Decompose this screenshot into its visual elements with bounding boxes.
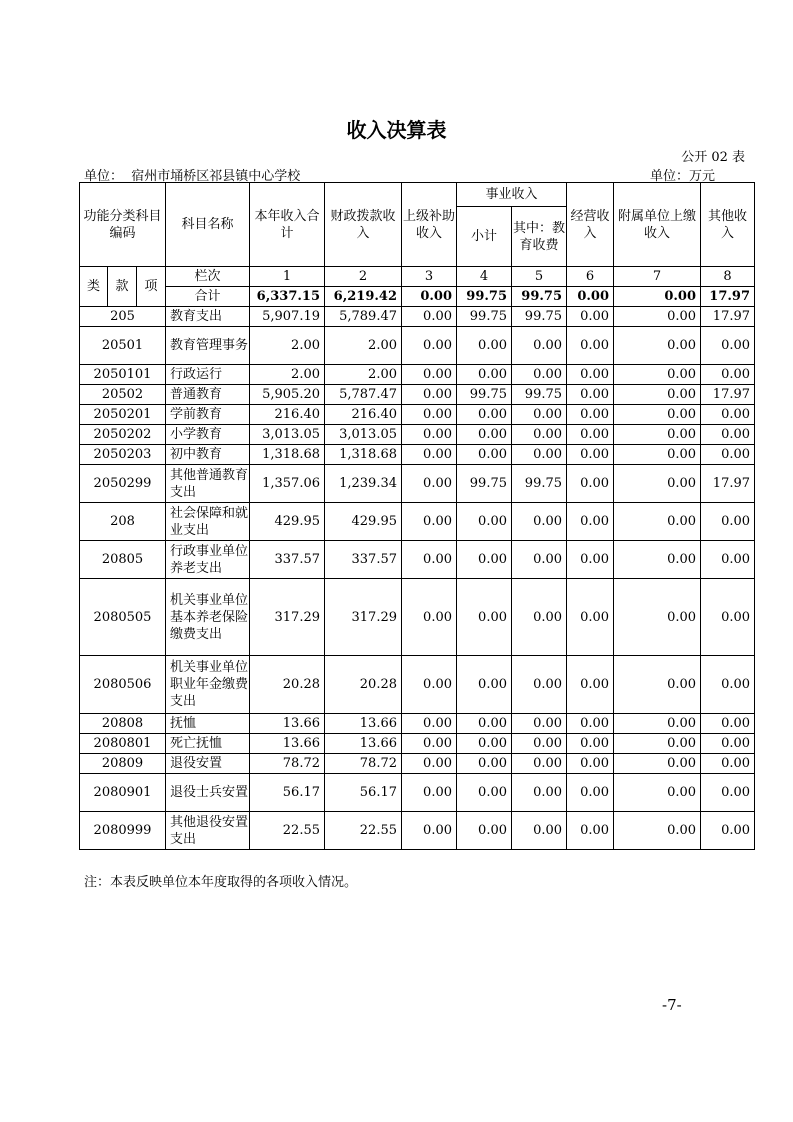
amount-cell: 2.00 [250,327,325,365]
subject-name: 普通教育 [166,385,250,405]
subject-code: 205 [80,307,166,327]
amount-cell: 0.00 [614,734,701,754]
amount-cell: 0.00 [567,425,614,445]
amount-cell: 0.00 [701,714,755,734]
amount-cell: 0.00 [457,425,512,445]
subject-name: 其他退役安置支出 [166,812,250,850]
amount-cell: 0.00 [701,812,755,850]
amount-cell: 0.00 [512,774,567,812]
amount-cell: 99.75 [457,465,512,503]
amount-cell: 0.00 [402,405,457,425]
col-number: 1 [250,267,325,287]
amount-cell: 0.00 [614,503,701,541]
amount-cell: 13.66 [250,734,325,754]
amount-cell: 0.00 [512,503,567,541]
amount-cell: 0.00 [701,734,755,754]
amount-cell: 0.00 [701,656,755,714]
amount-cell: 0.00 [402,327,457,365]
amount-cell: 0.00 [567,465,614,503]
subject-name: 学前教育 [166,405,250,425]
amount-cell: 0.00 [402,812,457,850]
subject-name: 其他普通教育支出 [166,465,250,503]
amount-cell: 0.00 [402,579,457,656]
amount-cell: 3,013.05 [325,425,402,445]
header-col4: 小计 [457,207,512,267]
subject-code: 20808 [80,714,166,734]
amount-cell: 0.00 [567,656,614,714]
amount-cell: 5,787.47 [325,385,402,405]
income-table [79,182,755,850]
table-row [80,774,755,812]
col-number: 4 [457,267,512,287]
amount-cell: 0.00 [701,579,755,656]
total-value: 99.75 [512,287,567,307]
subject-code: 2080506 [80,656,166,714]
header-col5: 其中：教育收费 [512,207,567,267]
header-col2: 财政拨款收入 [325,183,402,267]
table-row [80,327,755,365]
amount-cell: 0.00 [567,714,614,734]
col-number: 7 [614,267,701,287]
amount-cell: 0.00 [457,774,512,812]
table-row [80,365,755,385]
total-value: 0.00 [614,287,701,307]
header-subject-name: 科目名称 [166,183,250,267]
table-row [80,405,755,425]
amount-cell: 0.00 [402,734,457,754]
amount-cell: 216.40 [325,405,402,425]
amount-cell: 0.00 [614,425,701,445]
amount-cell: 337.57 [325,541,402,579]
amount-cell: 78.72 [250,754,325,774]
amount-cell: 0.00 [457,734,512,754]
amount-cell: 0.00 [701,327,755,365]
amount-cell: 56.17 [325,774,402,812]
amount-cell: 0.00 [402,465,457,503]
currency-unit: 单位：万元 [650,169,716,184]
amount-cell: 0.00 [567,541,614,579]
amount-cell: 2.00 [250,365,325,385]
table-row [80,812,755,850]
amount-cell: 78.72 [325,754,402,774]
amount-cell: 17.97 [701,307,755,327]
subject-name: 行政运行 [166,365,250,385]
amount-cell: 0.00 [614,579,701,656]
amount-cell: 0.00 [567,307,614,327]
amount-cell: 0.00 [614,656,701,714]
subject-name: 抚恤 [166,714,250,734]
col-number: 6 [567,267,614,287]
amount-cell: 0.00 [701,365,755,385]
page-number: -7- [662,996,682,1014]
subject-code: 20501 [80,327,166,365]
subject-name: 死亡抚恤 [166,734,250,754]
amount-cell: 0.00 [614,714,701,734]
amount-cell: 0.00 [614,774,701,812]
subject-name: 初中教育 [166,445,250,465]
amount-cell: 20.28 [325,656,402,714]
total-value: 99.75 [457,287,512,307]
table-note: 注：本表反映单位本年度取得的各项收入情况。 [84,875,358,890]
form-number: 公开 02 表 [681,150,745,165]
amount-cell: 0.00 [402,656,457,714]
amount-cell: 0.00 [402,385,457,405]
amount-cell: 5,905.20 [250,385,325,405]
col-number: 2 [325,267,402,287]
header-col1: 本年收入合计 [250,183,325,267]
amount-cell: 0.00 [701,425,755,445]
amount-cell: 0.00 [567,754,614,774]
subject-code: 20502 [80,385,166,405]
amount-cell: 1,357.06 [250,465,325,503]
header-row-1 [80,183,755,207]
amount-cell: 1,239.34 [325,465,402,503]
amount-cell: 0.00 [614,307,701,327]
amount-cell: 0.00 [512,656,567,714]
amount-cell: 0.00 [701,445,755,465]
amount-cell: 0.00 [567,503,614,541]
amount-cell: 0.00 [614,385,701,405]
amount-cell: 13.66 [250,714,325,734]
amount-cell: 0.00 [614,445,701,465]
amount-cell: 0.00 [701,541,755,579]
amount-cell: 99.75 [512,307,567,327]
amount-cell: 0.00 [614,405,701,425]
amount-cell: 0.00 [402,541,457,579]
unit-label: 单位： [84,169,124,184]
amount-cell: 0.00 [512,425,567,445]
subject-name: 机关事业单位职业年金缴费支出 [166,656,250,714]
subject-code: 208 [80,503,166,541]
amount-cell: 0.00 [512,714,567,734]
header-kuan: 款 [108,267,137,307]
header-lei: 类 [80,267,108,307]
amount-cell: 0.00 [567,812,614,850]
amount-cell: 0.00 [567,734,614,754]
amount-cell: 0.00 [457,579,512,656]
table-row [80,541,755,579]
header-col8: 其他收入 [701,183,755,267]
amount-cell: 5,789.47 [325,307,402,327]
table-row [80,307,755,327]
subject-code: 2050299 [80,465,166,503]
amount-cell: 0.00 [567,327,614,365]
column-number-row [80,267,755,287]
amount-cell: 0.00 [567,405,614,425]
amount-cell: 99.75 [457,307,512,327]
header-lanci: 栏次 [166,267,250,287]
table-row [80,734,755,754]
col-number: 5 [512,267,567,287]
amount-cell: 0.00 [457,714,512,734]
amount-cell: 0.00 [457,445,512,465]
col-number: 3 [402,267,457,287]
table-row [80,465,755,503]
table-row [80,754,755,774]
total-value: 0.00 [402,287,457,307]
subject-name: 教育支出 [166,307,250,327]
amount-cell: 0.00 [402,425,457,445]
header-col7: 附属单位上缴收入 [614,183,701,267]
amount-cell: 0.00 [512,327,567,365]
subject-name: 教育管理事务 [166,327,250,365]
amount-cell: 0.00 [701,774,755,812]
amount-cell: 0.00 [457,327,512,365]
table-row [80,714,755,734]
amount-cell: 337.57 [250,541,325,579]
subject-code: 20809 [80,754,166,774]
amount-cell: 429.95 [250,503,325,541]
header-col6: 经营收入 [567,183,614,267]
amount-cell: 0.00 [402,774,457,812]
amount-cell: 0.00 [567,385,614,405]
amount-cell: 17.97 [701,465,755,503]
amount-cell: 216.40 [250,405,325,425]
amount-cell: 0.00 [614,541,701,579]
amount-cell: 2.00 [325,327,402,365]
header-func-code: 功能分类科目编码 [80,183,166,267]
amount-cell: 0.00 [457,541,512,579]
total-value: 6,219.42 [325,287,402,307]
table-row [80,385,755,405]
header-col3: 上级补助收入 [402,183,457,267]
table-row [80,656,755,714]
amount-cell: 317.29 [325,579,402,656]
amount-cell: 0.00 [512,754,567,774]
amount-cell: 1,318.68 [250,445,325,465]
subject-code: 2050201 [80,405,166,425]
total-value: 17.97 [701,287,755,307]
amount-cell: 0.00 [457,405,512,425]
amount-cell: 99.75 [512,465,567,503]
subject-code: 2080901 [80,774,166,812]
amount-cell: 13.66 [325,734,402,754]
amount-cell: 99.75 [512,385,567,405]
unit-name: 宿州市埇桥区祁县镇中心学校 [131,169,301,184]
table-row [80,445,755,465]
amount-cell: 0.00 [567,579,614,656]
amount-cell: 0.00 [567,774,614,812]
amount-cell: 99.75 [457,385,512,405]
amount-cell: 0.00 [457,656,512,714]
amount-cell: 1,318.68 [325,445,402,465]
amount-cell: 429.95 [325,503,402,541]
table-row [80,425,755,445]
total-value: 6,337.15 [250,287,325,307]
subject-code: 2050203 [80,445,166,465]
header-xiang: 项 [137,267,166,307]
amount-cell: 0.00 [512,579,567,656]
col-number: 8 [701,267,755,287]
header-career-group: 事业收入 [457,183,567,207]
subject-name: 退役安置 [166,754,250,774]
amount-cell: 0.00 [402,714,457,734]
amount-cell: 0.00 [402,445,457,465]
subject-name: 行政事业单位养老支出 [166,541,250,579]
table-row [80,503,755,541]
amount-cell: 0.00 [614,812,701,850]
amount-cell: 0.00 [402,754,457,774]
amount-cell: 0.00 [512,445,567,465]
amount-cell: 0.00 [457,754,512,774]
amount-cell: 0.00 [512,734,567,754]
subject-code: 2050101 [80,365,166,385]
amount-cell: 0.00 [614,327,701,365]
amount-cell: 0.00 [567,365,614,385]
subject-name: 退役士兵安置 [166,774,250,812]
amount-cell: 0.00 [457,812,512,850]
total-value: 0.00 [567,287,614,307]
amount-cell: 22.55 [250,812,325,850]
subject-code: 2050202 [80,425,166,445]
amount-cell: 317.29 [250,579,325,656]
amount-cell: 3,013.05 [250,425,325,445]
total-row [80,287,755,307]
subject-name: 机关事业单位基本养老保险缴费支出 [166,579,250,656]
total-label: 合计 [166,287,250,307]
amount-cell: 0.00 [512,541,567,579]
amount-cell: 2.00 [325,365,402,385]
amount-cell: 5,907.19 [250,307,325,327]
amount-cell: 0.00 [457,365,512,385]
amount-cell: 0.00 [402,307,457,327]
amount-cell: 13.66 [325,714,402,734]
amount-cell: 0.00 [512,812,567,850]
amount-cell: 0.00 [512,365,567,385]
subject-name: 小学教育 [166,425,250,445]
amount-cell: 0.00 [402,365,457,385]
amount-cell: 17.97 [701,385,755,405]
subject-code: 20805 [80,541,166,579]
subject-code: 2080999 [80,812,166,850]
amount-cell: 0.00 [402,503,457,541]
amount-cell: 0.00 [512,405,567,425]
amount-cell: 20.28 [250,656,325,714]
amount-cell: 56.17 [250,774,325,812]
amount-cell: 0.00 [567,445,614,465]
amount-cell: 0.00 [614,365,701,385]
amount-cell: 0.00 [457,503,512,541]
amount-cell: 0.00 [614,754,701,774]
amount-cell: 0.00 [701,503,755,541]
page-title: 收入决算表 [346,118,447,142]
subject-name: 社会保障和就业支出 [166,503,250,541]
subject-code: 2080505 [80,579,166,656]
amount-cell: 0.00 [701,405,755,425]
amount-cell: 0.00 [701,754,755,774]
amount-cell: 22.55 [325,812,402,850]
subject-code: 2080801 [80,734,166,754]
amount-cell: 0.00 [614,465,701,503]
table-row [80,579,755,656]
